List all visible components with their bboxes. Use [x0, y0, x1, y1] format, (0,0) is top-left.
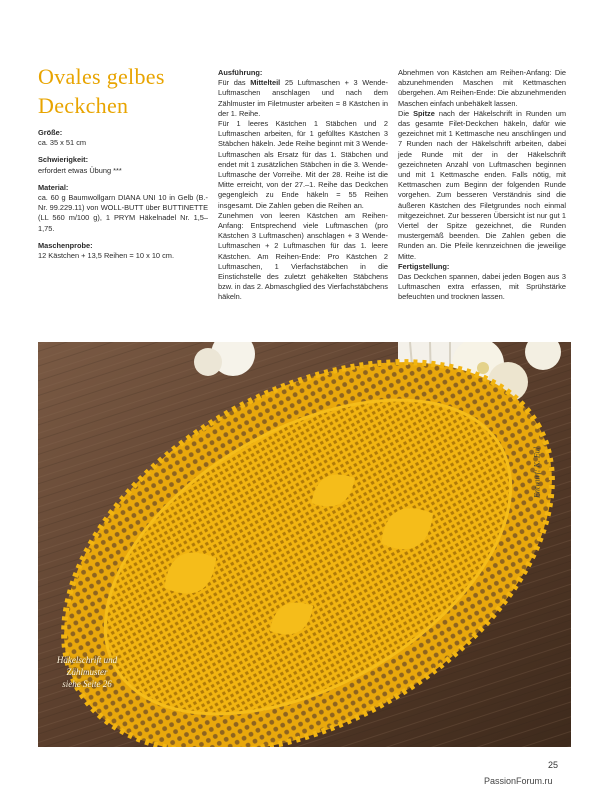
instructions-paragraph: Für 1 leeres Kästchen 1 Stäbchen und 2 Luftmaschen arbeiten, für 1 gefülltes Kästchen 3 Stäbchen häkeln. Jede Reihe beginnt mit 3 Wende-Luftmaschen als Ersatz für das 1. Stäbchen und endet mit 1 zusätzlichen Stäbchen in die 3. Wende-Luftmasche der Vorreihe. Mit der 28. Reihe ist die Mitte erreicht, von der 27.–1. Reihe das Deckchen gegengleich zu Ende häkeln = 55 Reihen insgesamt. Die Zahlen geben die Reihen an. — [218, 119, 388, 210]
instructions-paragraph — [218, 78, 388, 119]
spec-material — [38, 183, 208, 234]
page-title: Ovales gelbes Deckchen — [38, 64, 165, 118]
site-watermark: PassionForum.ru — [484, 776, 553, 786]
spec-label: Größe: — [38, 128, 63, 137]
caption-line: Zählmuster — [66, 667, 108, 677]
spec-text: ca. 35 x 51 cm — [38, 138, 87, 148]
instructions-paragraph: Zunehmen von leeren Kästchen am Reihen-Anfang: Entsprechend viele Luftmaschen (pro Kästchen 3 Luftmaschen) anschlagen + 3 Wende-Luftmaschen + 2 Luftmaschen für das 1. leere Kästchen. Am Reihen-Ende: Pro Kästchen 2 Luftmaschen, 1 Vierfachstäbchen in die Einstichstelle des zuletzt gehäkelten Stäbchens bzw. in das 2. Abmaschglied des Vierfachstäbchens häkeln. — [218, 210, 388, 302]
spec-text: 12 Kästchen + 13,5 Reihen = 10 x 10 cm. — [38, 251, 174, 261]
design-credit — [518, 420, 558, 530]
caption-line: siehe Seite 26 — [62, 679, 112, 689]
text-run: Die — [398, 108, 414, 118]
instructions-column — [218, 68, 388, 303]
instructions-paragraph: Abnehmen von Kästchen am Reihen-Anfang: Die abzunehmenden Maschen mit Kettmaschen übergehen. Am Reihen-Ende: Die abzunehmenden Maschen einfach unbehäkelt lassen. — [398, 68, 566, 108]
instructions-paragraph: Das Deckchen spannen, dabei jeden Bogen aus 3 Luftmaschen extra erfassen, mit Sprühstärke befeuchten und trocknen lassen. — [398, 272, 566, 302]
instructions-paragraph — [398, 109, 566, 262]
instructions-heading: Ausführung: — [218, 68, 263, 77]
instructions-column-continued — [398, 68, 566, 303]
spec-text: ca. 60 g Baumwollgarn DIANA UNI 10 in Gelb (B.-Nr. 99.229.11) von WOLL-BUTT über BUTTINETTE (LL 560 m/100 g), 1 PRYM Häkelnadel Nr. 1,5–1,75. — [38, 193, 208, 233]
text-run-bold: Spitze — [413, 108, 435, 118]
spec-text: erfordert etwas Übung *** — [38, 165, 122, 175]
photo-caption — [44, 654, 130, 690]
credit-text: Entwurf: K. Eul — [532, 447, 542, 498]
caption-line: Häkelschrift und — [56, 655, 118, 665]
spec-difficulty — [38, 155, 208, 175]
spec-size — [38, 128, 208, 148]
text-run: Für das — [218, 78, 251, 88]
finishing-heading: Fertigstellung: — [398, 261, 450, 271]
text-run: 25 Luftmaschen + 3 Wende-Luftmaschen anschlagen und nach dem Zählmuster im Filetmuster arbeiten = 8 Kästchen in der 1. Reihe. — [218, 78, 388, 118]
specs-column — [38, 128, 208, 268]
page-number: 25 — [548, 760, 559, 770]
text-run: nach der Häkelschrift in Runden um das gesamte Filet-Deckchen häkeln, dafür wie gezeichnet mit 1 Kettmasche neu anschlingen und 7 Runden nach der Häkelschrift arbeiten, dabei jede Runde mit der in der Häkelschrift gezeichneten Anzahl von Luftmaschen beginnen und mit 1 Kettmasche enden. Falls nötig, mit Kettmaschen zum Beginn der folgenden Runde vorgehen. Zum besseren Verständnis sind die äußeren Kästchen des Filetgrundes noch einmal mitgezeichnet. Zur besseren Übersicht ist nur gut 1 Viertel der Spitze gezeichnet, die Runden mustergemäß beenden. Die Zahlen geben die Runden an. Die Pfeile kennzeichnen die jeweilige Mitte. — [398, 108, 566, 261]
spec-label: Material: — [38, 182, 69, 192]
spec-gauge — [38, 241, 208, 261]
spec-label: Schwierigkeit: — [38, 155, 89, 165]
text-run-bold: Mittelteil — [250, 78, 281, 88]
spec-label: Maschenprobe: — [38, 240, 93, 250]
